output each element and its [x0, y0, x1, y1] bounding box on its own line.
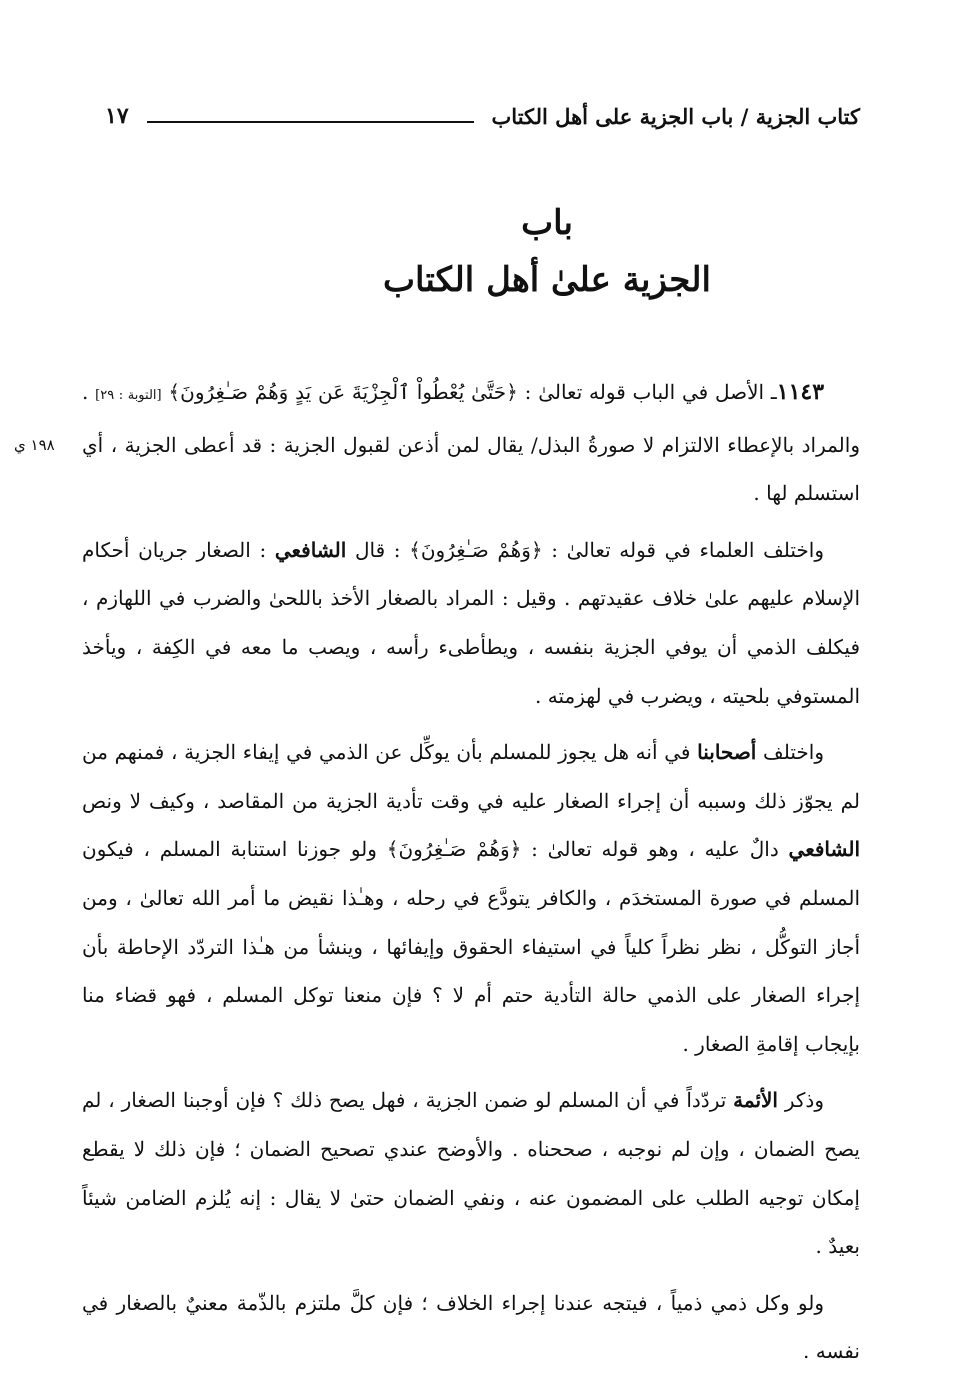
paragraph-number: ١١٤٣	[776, 379, 825, 405]
scholar-name: الأئمة	[733, 1088, 778, 1113]
paragraph-text: : الصغار جريان أحكام الإسلام عليهم علىٰ خلاف عقيدتهم . وقيل : المراد بالصغار الأخذ باللحىٰ والضرب في اللهازم ، فيكلف الذمي أن يوفي الجزية بنفسه ، ويطأطىء رأسه ، ويصب ما معه في الكِفة ، ويأخذ المستوفي بلحيته ، ويضرب في لهزمته .	[82, 537, 860, 708]
paragraph-5	[82, 1279, 860, 1376]
body-text	[82, 368, 860, 1384]
quran-quote: ﴿وَهُمْ صَـٰغِرُونَ﴾	[386, 837, 522, 862]
chapter-word: باب	[521, 203, 573, 243]
scholar-name: أصحابنا	[697, 740, 757, 765]
paragraph-text: ولو جوزنا استنابة المسلم ، فيكون المسلم في صورة المستخدَم ، والكافر يتودَّع في رحله ، وهـٰذا نقيض ما أمر الله تعالىٰ ، ومن أجاز التوكُّل ، نظر نظراً كلياً في استيفاء الحقوق وإيفائها ، وينشأ من هـٰذا التردّد الإحاطة بأن إجراء الصغار على الذمي حالة التأدية حتم أم لا ؟ فإن منعنا توكل المسلم ، فهو قضاء منا بإيجاب إقامةِ الصغار .	[82, 837, 860, 1056]
paragraph-text: في أنه هل يجوز للمسلم بأن يوكِّل عن الذمي في إيفاء الجزية ، فمنهم من لم يجوّز ذلك وسببه أن إجراء الصغار عليه في وقت تأدية الجزية من المقاصد ، وكيف لا ونص	[82, 740, 860, 813]
margin-note: ١٩٨ ي	[14, 436, 55, 454]
paragraph-text: واختلف العلماء في قوله تعالىٰ :	[542, 537, 825, 562]
paragraph-text: ولو وكل ذمي ذمياً ، فيتجه عندنا إجراء الخلاف ؛ فإن كلَّ ملتزم بالذّمة معنيٌ بالصغار في نفسه .	[82, 1290, 860, 1364]
paragraph-text: : قال	[346, 537, 410, 562]
paragraph-2	[82, 526, 860, 720]
paragraph-text: وذكر	[778, 1088, 824, 1113]
paragraph-3	[82, 728, 860, 1068]
quran-quote: ﴿وَهُمْ صَـٰغِرُونَ﴾	[409, 537, 543, 562]
paragraph-4	[82, 1076, 860, 1270]
page-header	[105, 96, 860, 136]
paragraph-text: . والمراد بالإعطاء الالتزام لا صورةُ البذل/ يقال لمن أذعن لقبول الجزية : قد أعطى الجزية ، أي استسلم لها .	[82, 380, 860, 506]
header-rule	[147, 121, 474, 123]
chapter-heading	[0, 196, 954, 310]
chapter-title: الجزية علىٰ أهل الكتاب	[383, 260, 711, 300]
paragraph-1	[82, 368, 860, 518]
paragraph-text: تردّداً في أن المسلم لو ضمن الجزية ، فهل يصح ذلك ؟ فإن أوجبنا الصغار ، لم يصح الضمان ، وإن لم نوجبه ، صححناه . والأوضح عندي تصحيح الضمان ؛ فإن ذلك لا يقطع إمكان توجيه الطلب على المضمون عنه ، ونفي الضمان حتىٰ لا يقال : إنه يُلزم الضامن شيئاً بعيدٌ .	[82, 1088, 860, 1259]
paragraph-text: ـ الأصل في الباب قوله تعالىٰ :	[517, 380, 777, 404]
quran-citation: [التوبة : ٢٩]	[95, 388, 162, 403]
paragraph-text: دالٌ عليه ، وهو قوله تعالىٰ :	[521, 837, 789, 862]
running-title: كتاب الجزية / باب الجزية على أهل الكتاب	[491, 103, 860, 129]
page-number: ١٧	[105, 103, 129, 129]
scholar-name: الشافعي	[274, 537, 347, 562]
quran-quote: ﴿حَتَّىٰ يُعْطُواْ ٱلْجِزْيَةَ عَن يَدٍ وَهُمْ صَـٰغِرُونَ﴾	[168, 380, 518, 404]
scholar-name: الشافعي	[788, 837, 860, 862]
paragraph-text: واختلف	[756, 740, 824, 765]
